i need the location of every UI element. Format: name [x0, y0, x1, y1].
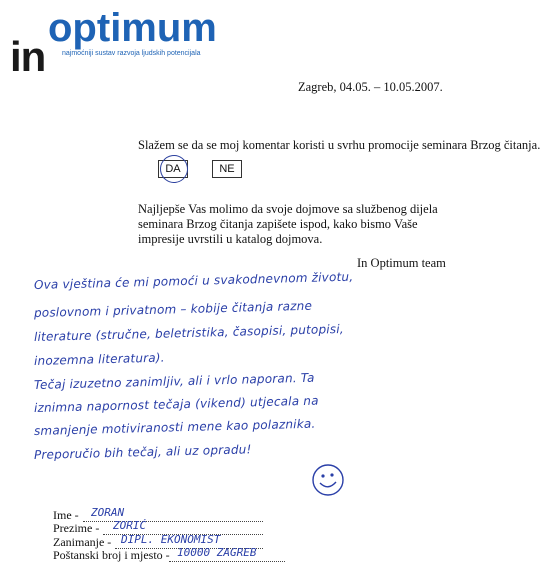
selection-circle: [158, 153, 190, 185]
logo-name: optimum: [48, 6, 217, 50]
occupation-field[interactable]: DIPL. EKONOMIST: [121, 533, 221, 546]
comment-line: iznimna napornost tečaja (vikend) utjecala na: [33, 393, 319, 415]
postal-field[interactable]: 10000 ZAGREB: [177, 546, 257, 559]
surname-field[interactable]: ZORIĆ: [113, 519, 147, 532]
logo-prefix: in: [10, 33, 46, 80]
surname-label: Prezime -: [53, 521, 100, 535]
name-line: [83, 521, 263, 523]
comment-line: literature (stručne, beletristika, časopisi, putopisi,: [33, 321, 344, 344]
comment-line: poslovnom i privatnom – kobije čitanja razne: [33, 298, 313, 320]
surname-row: [53, 519, 147, 536]
postal-label: Poštanski broj i mjesto -: [53, 548, 170, 562]
date-line: Zagreb, 04.05. – 10.05.2007.: [298, 80, 443, 94]
name-label: Ime -: [53, 508, 79, 522]
comment-line: Tečaj izuzetno zanimljiv, ali i vrlo naporan. Ta: [33, 370, 315, 392]
consent-text: Slažem se da se moj komentar koristi u svrhu promocije seminara Brzog čitanja.: [138, 138, 540, 152]
postal-row: [53, 546, 257, 563]
request-text: Najljepše Vas molimo da svoje dojmove sa službenog dijela seminara Brzog čitanja zapišete ispod, kako bismo Vaše impresije uvrstili u katalog dojmova.: [138, 202, 438, 246]
optimum-logo: [10, 6, 330, 80]
name-field[interactable]: ZORAN: [91, 506, 125, 519]
smiley-icon: [310, 462, 346, 498]
yes-checkbox[interactable]: DA: [158, 160, 188, 178]
comment-line: Preporučio bih tečaj, ali uz opradu!: [33, 442, 252, 462]
no-checkbox[interactable]: NE: [212, 160, 242, 178]
logo-tagline: najmoćniji sustav razvoja ljudskih potencijala: [62, 50, 201, 57]
comment-line: smanjenje motiviranosti mene kao polaznika.: [33, 416, 316, 438]
comment-line: inozemna literatura).: [33, 350, 165, 368]
team-signature: In Optimum team: [357, 256, 446, 270]
occupation-label: Zanimanje -: [53, 535, 112, 549]
comment-line: Ova vještina će mi pomoći u svakodnevnom životu,: [33, 269, 354, 292]
